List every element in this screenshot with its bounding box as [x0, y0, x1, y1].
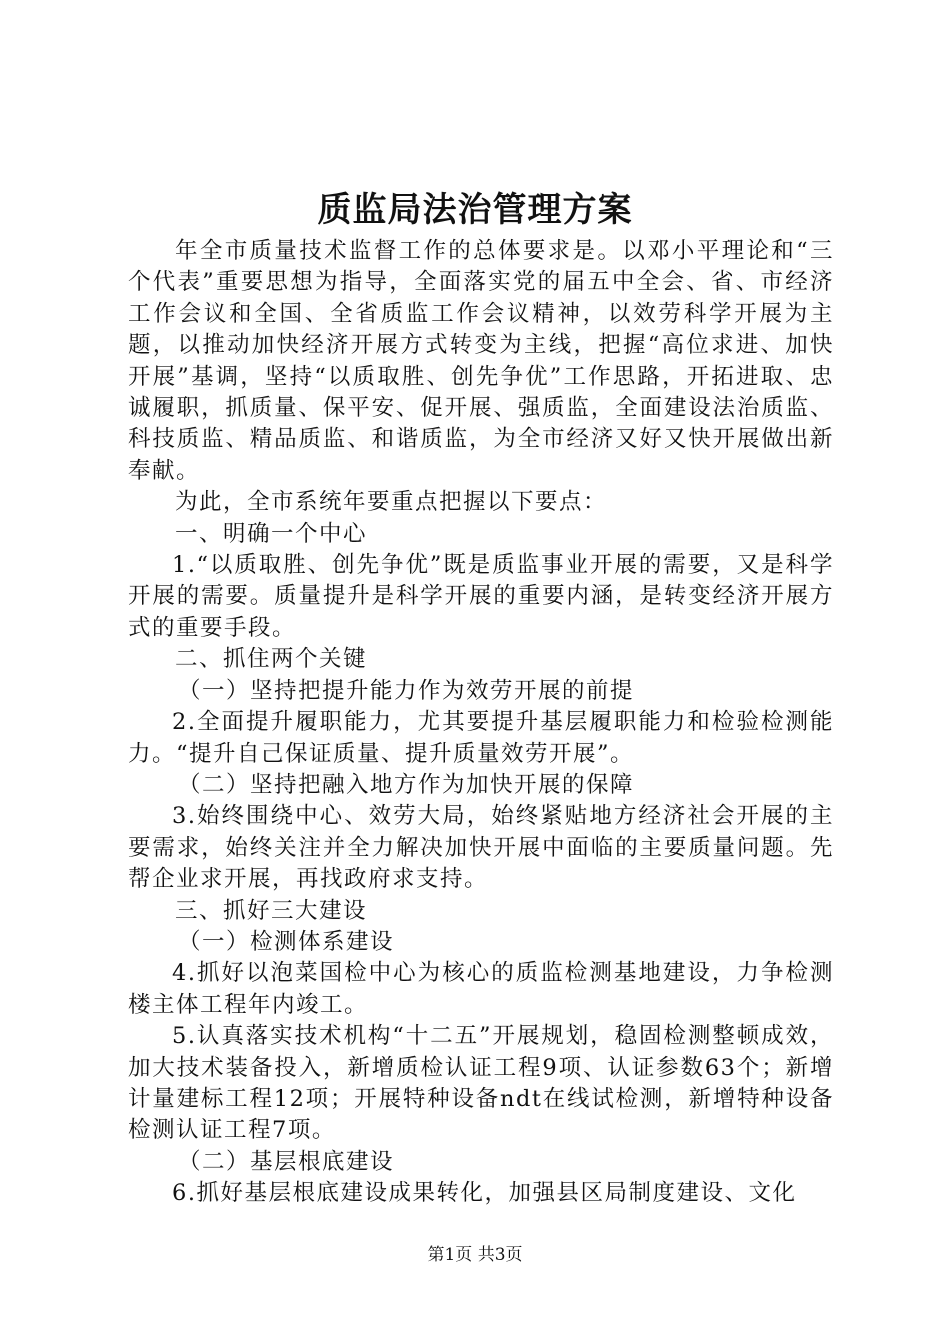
- paragraph: 3.始终围绕中心、效劳大局，始终紧贴地方经济社会开展的主要需求，始终关注并全力解决加快开展中面临的主要质量问题。先帮企业求开展，再找政府求支持。: [128, 803, 834, 893]
- paragraph: 年全市质量技术监督工作的总体要求是。以邓小平理论和“三个代表”重要思想为指导，全面落实党的届五中全会、省、市经济工作会议和全国、全省质监工作会议精神，以效劳科学开展为主题，以推动加快经济开展方式转变为主线，把握“高位求进、加快开展”基调，坚持“以质取胜、创先争优”工作思路，开拓进取、忠诚履职，抓质量、保平安、促开展、强质监，全面建设法治质监、科技质监、精品质监、和谐质监，为全市经济又好又快开展做出新奉献。: [128, 238, 834, 484]
- document-body: [128, 236, 834, 1210]
- document-title: 质监局法治管理方案: [317, 190, 633, 230]
- subsection-heading: （一）坚持把提升能力作为效劳开展的前提: [178, 677, 635, 704]
- paragraph: 6.抓好基层根底建设成果转化，加强县区局制度建设、文化: [172, 1180, 797, 1207]
- section-heading: 一、明确一个中心: [175, 520, 368, 547]
- paragraph: 4.抓好以泡菜国检中心为核心的质监检测基地建设，力争检测楼主体工程年内竣工。: [128, 960, 834, 1018]
- subsection-heading: （二）坚持把融入地方作为加快开展的保障: [178, 771, 635, 798]
- paragraph: 为此，全市系统年要重点把握以下要点：: [175, 489, 608, 516]
- subsection-heading: （二）基层根底建设: [178, 1148, 395, 1175]
- paragraph: 5.认真落实技术机构“十二五”开展规划，稳固检测整顿成效，加大技术装备投入，新增质检认证工程9项、认证参数63个；新增计量建标工程12项；开展特种设备ndt在线试检测，新增特种设备检测认证工程7项。: [128, 1023, 834, 1144]
- subsection-heading: （一）检测体系建设: [178, 928, 395, 955]
- section-heading: 二、抓住两个关键: [175, 646, 368, 673]
- paragraph: 1.“以质取胜、创先争优”既是质监事业开展的需要，又是科学开展的需要。质量提升是科学开展的重要内涵，是转变经济开展方式的重要手段。: [128, 552, 834, 641]
- page-footer: 第1页 共3页: [427, 1245, 523, 1265]
- section-heading: 三、抓好三大建设: [175, 897, 368, 924]
- paragraph: 2.全面提升履职能力，尤其要提升基层履职能力和检验检测能力。“提升自己保证质量、提升质量效劳开展”。: [128, 709, 834, 767]
